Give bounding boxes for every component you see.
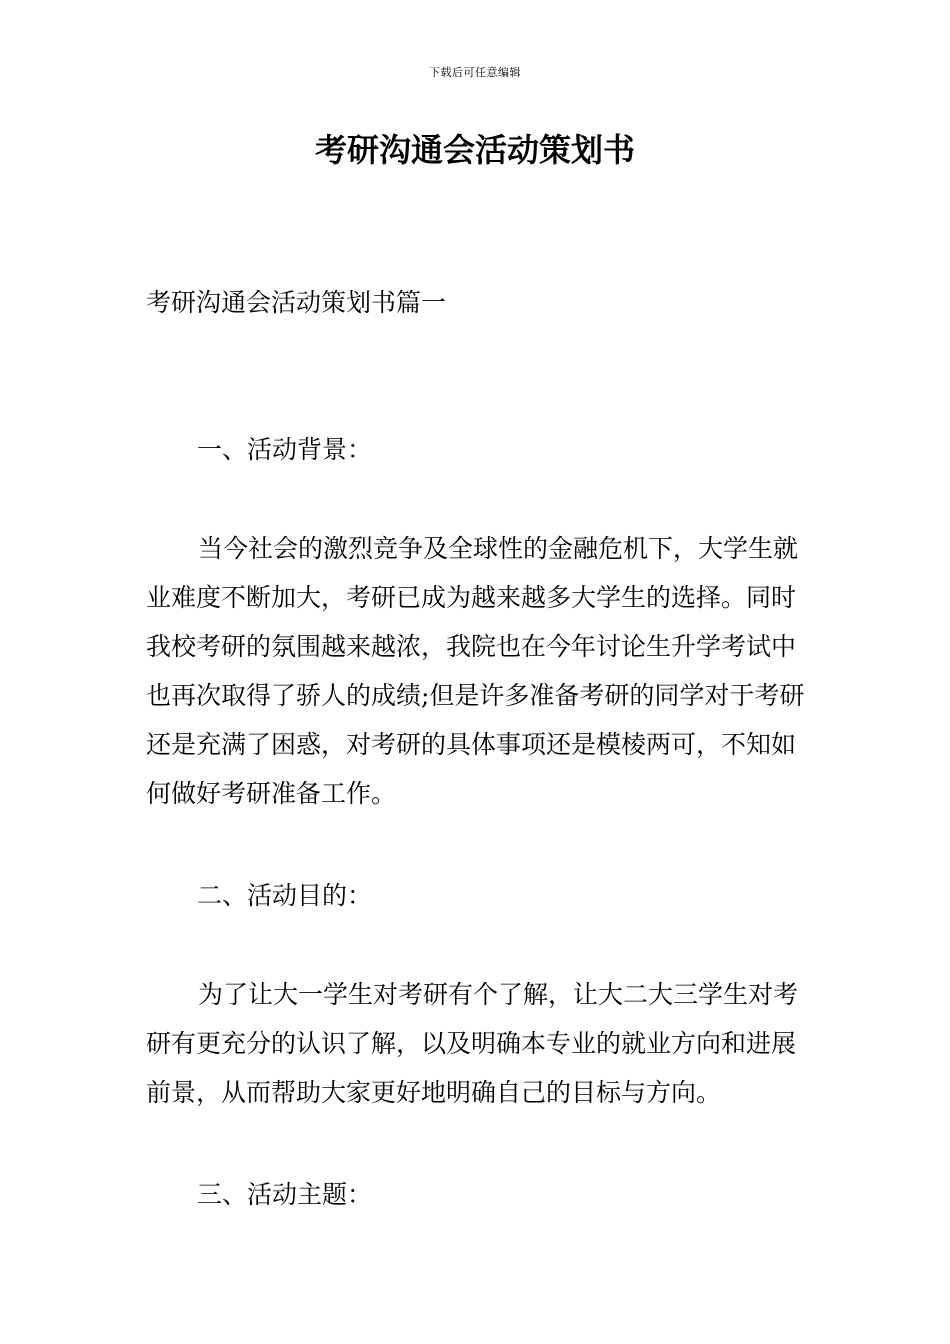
section-body-background: 当今社会的激烈竞争及全球性的金融危机下，大学生就业难度不断加大，考研已成为越来越多大学生的选择。同时我校考研的氛围越来越浓，我院也在今年讨论生升学考试中也再次取得了骄人的成绩;但是许多准备考研的同学对于考研还是充满了困惑，对考研的具体事项还是模棱两可，不知如何做好考研准备工作。 (146, 534, 805, 808)
section-heading-theme: 三、活动主题： (197, 1180, 373, 1209)
header-note: 下载后可任意编辑 (429, 66, 521, 79)
document-title: 考研沟通会活动策划书 (314, 131, 635, 169)
document-subtitle: 考研沟通会活动策划书篇一 (146, 288, 447, 317)
section-heading-purpose: 二、活动目的： (197, 881, 373, 910)
section-body-purpose: 为了让大一学生对考研有个了解，让大二大三学生对考研有更充分的认识了解，以及明确本专业的就业方向和进展前景，从而帮助大家更好地明确自己的目标与方向。 (146, 980, 799, 1107)
section-heading-background: 一、活动背景： (197, 435, 373, 464)
